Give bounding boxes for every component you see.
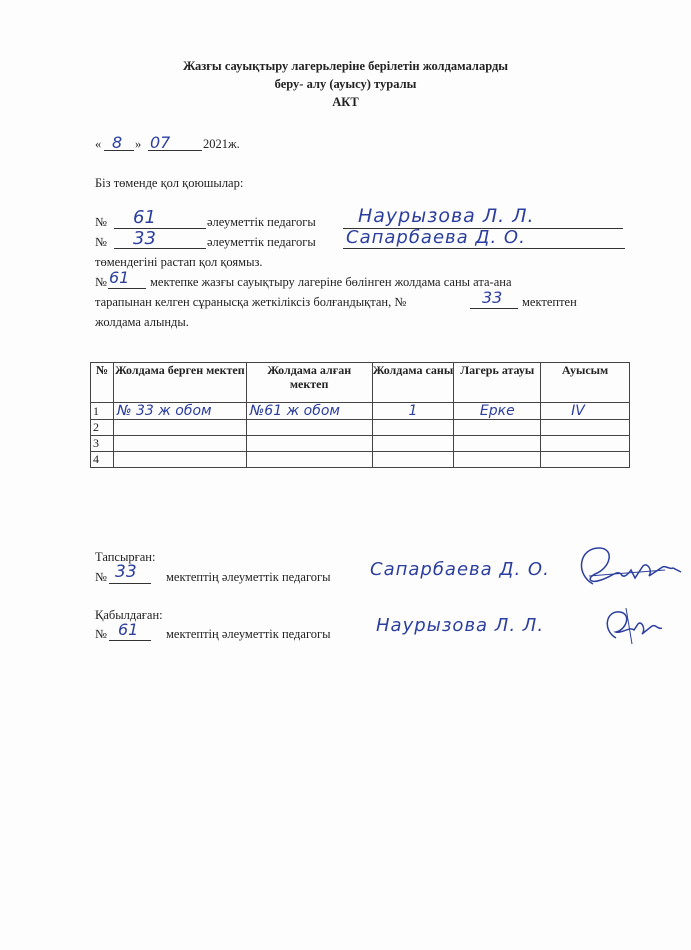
document-title-line1: Жазғы сауықтыру лагерьлеріне берілетін жолдамаларды <box>182 59 509 73</box>
table-cell-number: 1 <box>91 403 114 420</box>
date-month: 07 <box>150 133 171 152</box>
table-cell-to <box>246 452 372 468</box>
table-cell-count <box>372 452 454 468</box>
date-year: 2021ж. <box>203 137 240 151</box>
table-header-camp: Лагерь атауы <box>454 363 541 403</box>
table-header-count: Жолдама саны <box>372 363 454 403</box>
table-cell-number: 4 <box>91 452 114 468</box>
handover-school-number: 33 <box>115 562 137 582</box>
body-line2-end: мектептен <box>522 295 577 309</box>
table-cell-to <box>246 436 372 452</box>
number-sign: № <box>95 215 107 229</box>
signer-2-school-number: 33 <box>133 228 156 249</box>
referral-table <box>90 362 630 468</box>
body-school-a: 61 <box>109 268 130 287</box>
confirm-text: төмендегіні растап қол қоямыз. <box>95 255 263 269</box>
number-sign: № <box>95 570 107 584</box>
table-cell-from <box>113 436 246 452</box>
table-cell-count: 1 <box>372 403 454 420</box>
receiver-school-number: 61 <box>118 620 139 639</box>
document-title-act: АКТ <box>332 95 359 109</box>
table-header-shift: Ауысым <box>541 363 630 403</box>
intro-text: Біз төменде қол қоюшылар: <box>95 176 244 190</box>
table-row <box>91 420 630 436</box>
number-sign: № <box>95 627 107 641</box>
table-cell-shift <box>541 452 630 468</box>
handover-name: Сапарбаева Д. О. <box>370 559 550 580</box>
body-line2-start: тарапынан келген сұранысқа жеткіліксіз болғандықтан, № <box>95 295 407 309</box>
receiver-role: мектептің әлеуметтік педагогы <box>166 627 331 641</box>
table-header-to-school: Жолдама алған мектеп <box>246 363 372 403</box>
table-cell-camp <box>454 420 541 436</box>
body-line1: мектепке жазғы сауықтыру лагеріне бөлінген жолдама саны ата-ана <box>150 275 512 289</box>
date-close-quote: » <box>135 137 142 151</box>
table-cell-count <box>372 436 454 452</box>
handover-label: Тапсырған: <box>95 550 156 564</box>
table-cell-camp: Ерке <box>454 403 541 420</box>
body-school-b: 33 <box>482 288 503 307</box>
receiver-signature-icon <box>596 604 666 648</box>
table-cell-shift <box>541 420 630 436</box>
table-cell-number: 3 <box>91 436 114 452</box>
table-cell-count <box>372 420 454 436</box>
handover-role: мектептің әлеуметтік педагогы <box>166 570 331 584</box>
body-line3: жолдама алынды. <box>95 315 189 329</box>
receiver-label: Қабылдаған: <box>95 608 163 622</box>
table-header-from-school: Жолдама берген мектеп <box>113 363 246 403</box>
table-cell-camp <box>454 436 541 452</box>
number-sign: № <box>95 235 107 249</box>
table-row <box>91 452 630 468</box>
signer-2-name: Сапарбаева Д. О. <box>346 227 526 248</box>
table-cell-from <box>113 452 246 468</box>
table-row <box>91 403 630 420</box>
table-cell-to: №61 ж обом <box>246 403 372 420</box>
receiver-name: Наурызова Л. Л. <box>376 615 545 636</box>
document-title-line2: беру- алу (ауысу) туралы <box>274 77 417 91</box>
table-cell-shift: IV <box>541 403 630 420</box>
table-cell-from: № 33 ж обом <box>113 403 246 420</box>
signer-1-name: Наурызова Л. Л. <box>358 205 535 227</box>
signer-1-role: әлеуметтік педагогы <box>207 215 316 229</box>
handover-signature-icon <box>565 540 685 596</box>
table-cell-number: 2 <box>91 420 114 436</box>
table-cell-to <box>246 420 372 436</box>
table-header-number: № <box>91 363 114 403</box>
signer-2-role: әлеуметтік педагогы <box>207 235 316 249</box>
date-day: 8 <box>112 133 123 152</box>
table-cell-camp <box>454 452 541 468</box>
signer-1-school-number: 61 <box>133 207 156 228</box>
date-open-quote: « <box>95 137 102 151</box>
table-row <box>91 436 630 452</box>
table-cell-from <box>113 420 246 436</box>
number-sign: № <box>95 275 107 289</box>
table-cell-shift <box>541 436 630 452</box>
